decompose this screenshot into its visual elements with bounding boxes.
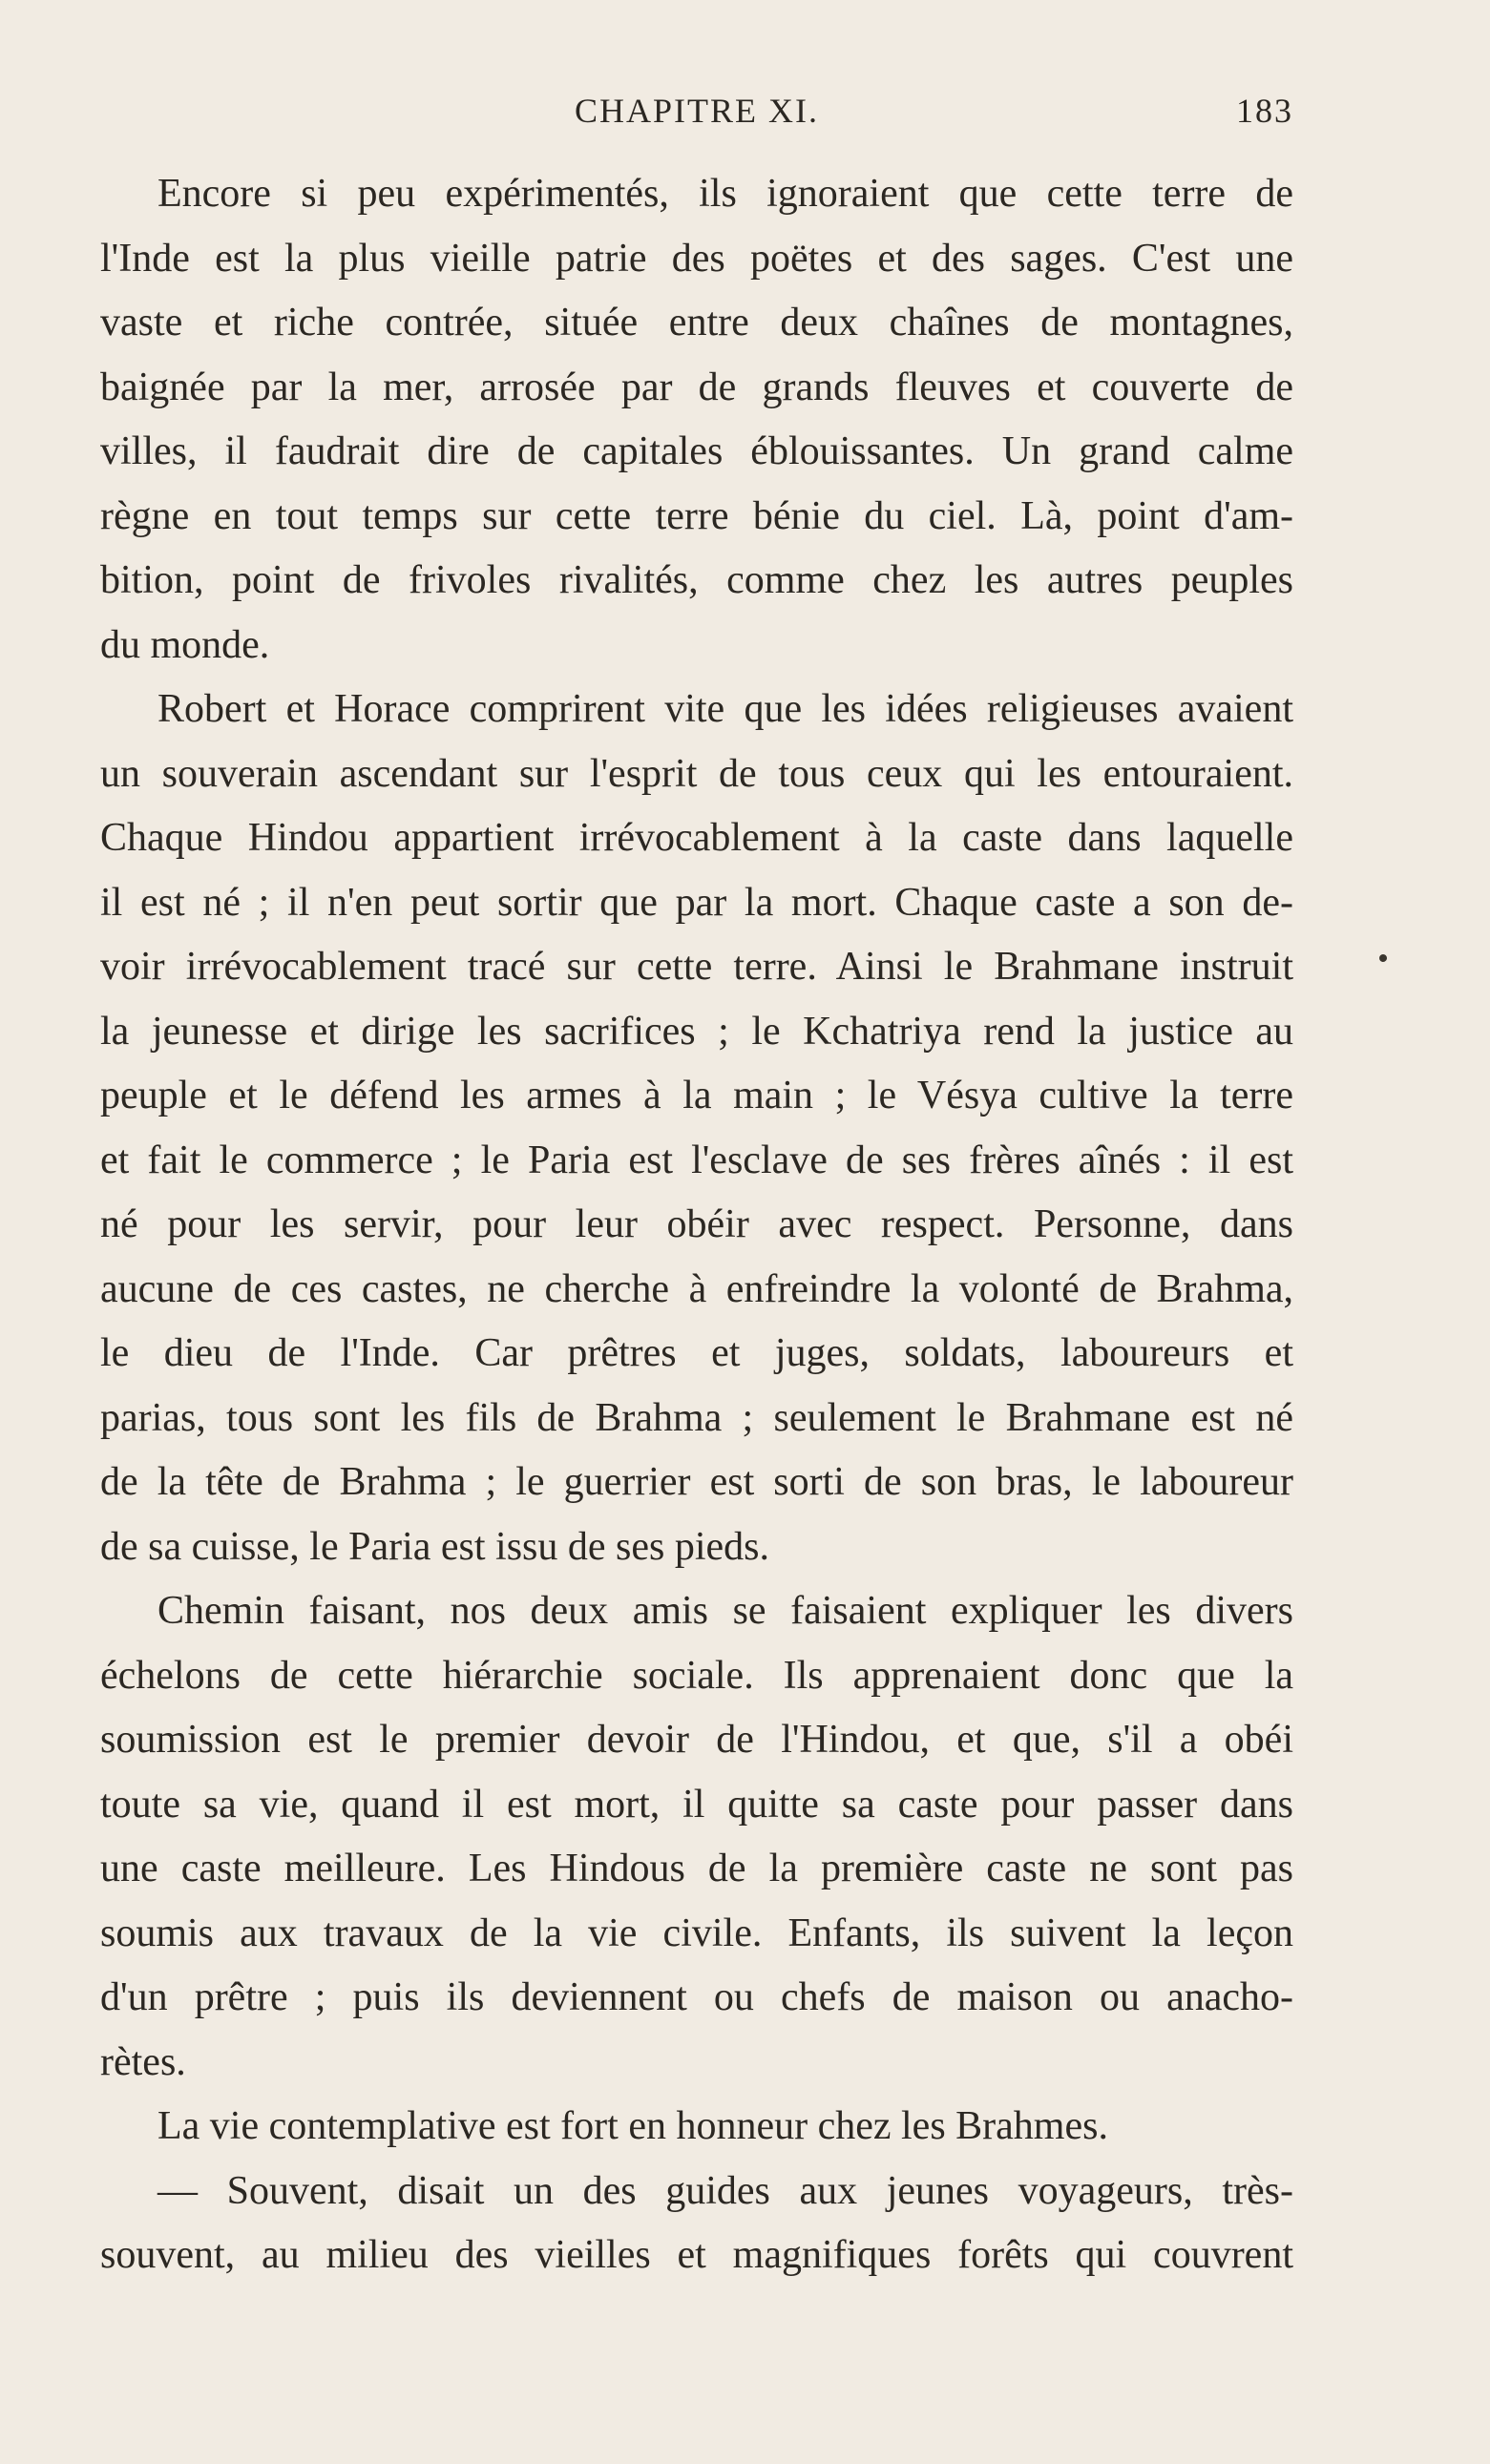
margin-ink-mark — [1378, 953, 1388, 963]
text-line: voir irrévocablement tracé sur cette terre. Ainsi le Brahmane instruit — [100, 945, 1293, 989]
text-line: Robert et Horace comprirent vite que les idées religieuses avaient — [157, 687, 1293, 731]
text-line: peuple et le défend les armes à la main ; le Vésya cultive la terre — [100, 1074, 1293, 1117]
text-line: toute sa vie, quand il est mort, il quitte sa caste pour passer dans — [100, 1782, 1293, 1827]
text-line: il est né ; il n'en peut sortir que par la mort. Chaque caste a son de- — [100, 880, 1293, 925]
text-line: La vie contemplative est fort en honneur chez les Brahmes. — [157, 2104, 1108, 2148]
text-line: de la tête de Brahma ; le guerrier est sorti de son bras, le laboureur — [100, 1460, 1293, 1504]
text-line: un souverain ascendant sur l'esprit de tous ceux qui les entouraient. — [100, 751, 1293, 796]
text-line: Chemin faisant, nos deux amis se faisaient expliquer les divers — [157, 1589, 1293, 1633]
text-line: aucune de ces castes, ne cherche à enfreindre la volonté de Brahma, — [100, 1266, 1293, 1311]
text-line: la jeunesse et dirige les sacrifices ; le Kchatriya rend la justice au — [100, 1009, 1293, 1054]
text-line: vaste et riche contrée, située entre deux chaînes de montagnes, — [100, 301, 1293, 345]
text-line: et fait le commerce ; le Paria est l'esclave de ses frères aînés : il est — [100, 1138, 1293, 1182]
text-line: règne en tout temps sur cette terre bénie du ciel. Là, point d'am- — [100, 493, 1293, 538]
text-line: de sa cuisse, le Paria est issu de ses pieds. — [100, 1524, 770, 1569]
text-line: baignée par la mer, arrosée par de grands fleuves et couverte de — [100, 365, 1293, 409]
text-line: — Souvent, disait un des guides aux jeunes voyageurs, très- — [157, 2168, 1293, 2213]
text-line: Encore si peu expérimentés, ils ignoraient que cette terre de — [157, 172, 1293, 216]
text-line: né pour les servir, pour leur obéir avec respect. Personne, dans — [100, 1202, 1293, 1246]
text-line: le dieu de l'Inde. Car prêtres et juges, soldats, laboureurs et — [100, 1331, 1293, 1375]
text-line: l'Inde est la plus vieille patrie des poëtes et des sages. C'est une — [100, 236, 1293, 281]
running-header — [100, 91, 1293, 140]
text-line: bition, point de frivoles rivalités, comme chez les autres peuples — [100, 558, 1293, 602]
chapter-title: CHAPITRE XI. — [575, 92, 819, 130]
text-line: souvent, au milieu des vieilles et magnifiques forêts qui couvrent — [100, 2233, 1293, 2277]
page-number: 183 — [1236, 92, 1293, 130]
text-line: villes, il faudrait dire de capitales éblouissantes. Un grand calme — [100, 429, 1293, 473]
text-line: rètes. — [100, 2039, 186, 2084]
text-line: Chaque Hindou appartient irrévocablement à la caste dans laquelle — [100, 816, 1293, 860]
text-line: du monde. — [100, 622, 270, 667]
text-line: échelons de cette hiérarchie sociale. Ils apprenaient donc que la — [100, 1653, 1293, 1698]
body-text — [100, 162, 1293, 2288]
text-line: d'un prêtre ; puis ils deviennent ou chefs de maison ou anacho- — [100, 1975, 1293, 2019]
text-line: soumission est le premier devoir de l'Hindou, et que, s'il a obéi — [100, 1718, 1293, 1762]
text-line: une caste meilleure. Les Hindous de la première caste ne sont pas — [100, 1847, 1293, 1890]
text-line: parias, tous sont les fils de Brahma ; seulement le Brahmane est né — [100, 1395, 1293, 1440]
text-line: soumis aux travaux de la vie civile. Enfants, ils suivent la leçon — [100, 1911, 1293, 1955]
